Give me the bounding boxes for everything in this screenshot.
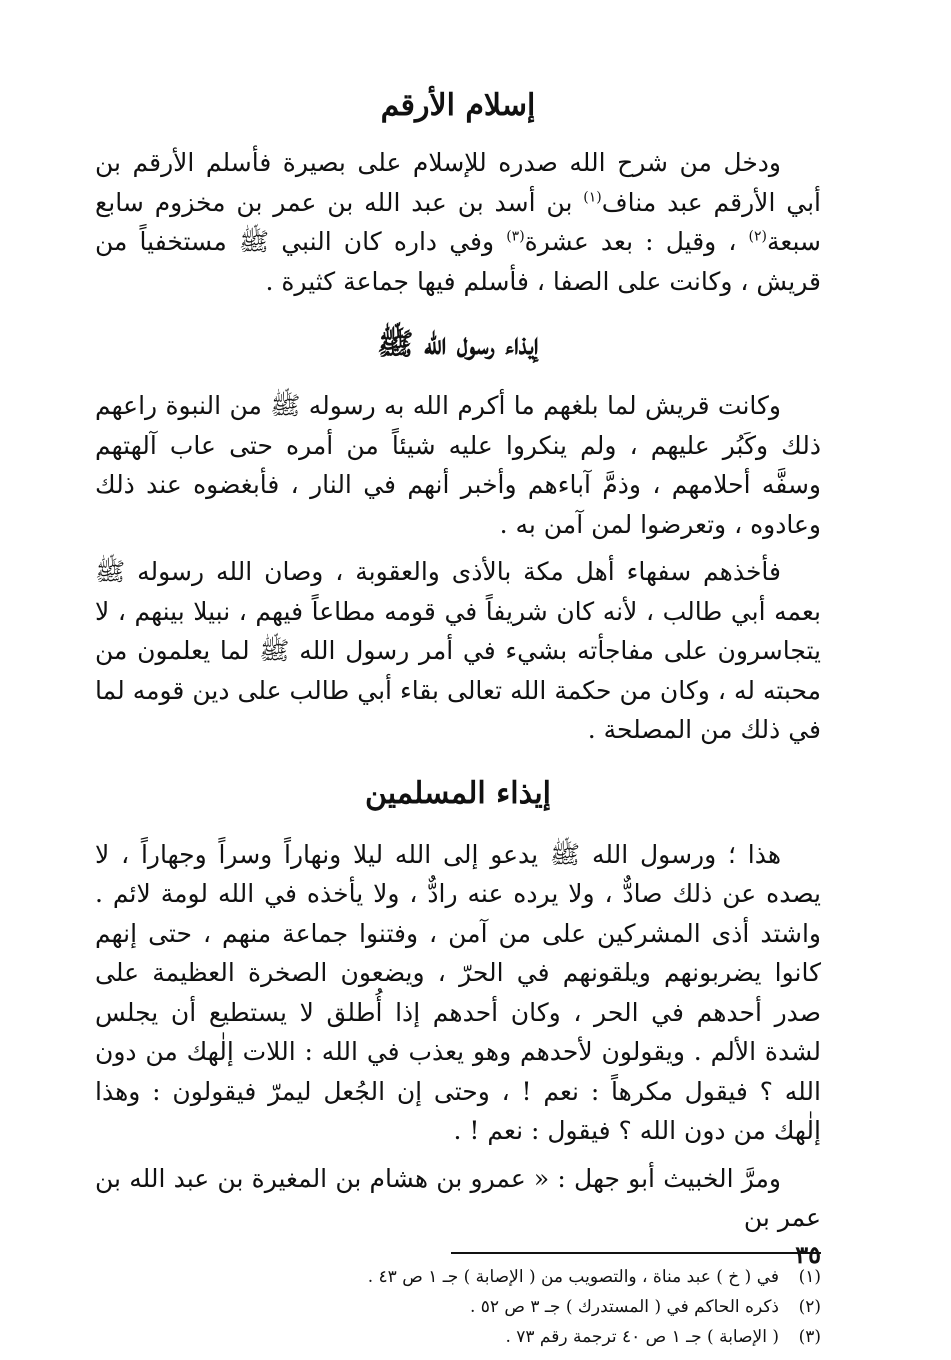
- section-heading-arqam: إسلام الأرقم: [380, 88, 536, 123]
- paragraph: فأخذهم سفهاء أهل مكة بالأذى والعقوبة ، وصان الله رسوله ﷺ بعمه أبي طالب ، لأنه كان شريفاً في قومه مطاعاً فيهم ، نبيلا بينهم ، لا يتجاسرون على مفاجأته بشيء في أمر رسول الله ﷺ لما يعلمون من محبته له ، وكان من حكمة الله تعالى بقاء أبي طالب على دين قومه لما في ذلك من المصلحة .: [95, 557, 821, 744]
- footnote-ref-2[interactable]: (٢): [748, 228, 768, 245]
- footnote-ref-1[interactable]: (١): [583, 189, 602, 206]
- footnote-text: ذكره الحاكم في ( المستدرك ) جـ ٣ ص ٥٢ .: [469, 1296, 779, 1317]
- footnote-text: في ( خ ) عبد مناة ، والتصويب من ( الإصابة ) جـ ١ ص ٤٣ .: [367, 1266, 779, 1287]
- footnote-number: (١): [798, 1266, 821, 1287]
- section-heading-persecution-prophet: إيذاء رسول الله ﷺ: [377, 327, 539, 362]
- paragraph: ومرَّ الخبيث أبو جهل : « عمرو بن هشام بن المغيرة بن عبد الله بن عمر بن: [95, 1163, 821, 1232]
- footnote-ref-3[interactable]: (٣): [506, 228, 525, 245]
- paragraph: هذا ؛ ورسول الله ﷺ يدعو إلى الله ليلا ونهاراً وسراً وجهاراً ، لا يصده عن ذلك صادٌّ ، ولا يرده عنه رادٌّ ، ولا يأخذه في الله لومة لائم . واشتد أذى المشركين على من آمن ، وفتنوا جماعة منهم ، حتى إنهم كانوا يضربونهم ويلقونهم في الحرّ ، ويضعون الصخرة العظيمة على صدر أحدهم في الحر ، وكان أحدهم إذا أُطلق لا يستطيع أن يجلس لشدة الألم . ويقولون لأحدهم وهو يعذب في الله : اللات إلٰهك من دون الله ؟ فيقول مكرهاً : نعم ! ، وحتى إن الجُعل ليمرّ فيقولون : وهذا إلٰهك من دون الله ؟ فيقول : نعم ! .: [95, 839, 821, 1145]
- paragraph-arqam: [95, 143, 821, 301]
- footnote: [95, 1292, 821, 1322]
- text-run: وفي داره كان النبي ﷺ مستخفياً من قريش ، وكانت على الصفا ، فأسلم فيها جماعة كثيرة .: [95, 227, 821, 296]
- footnote-number: (٣): [798, 1326, 821, 1347]
- footnote: [95, 1322, 821, 1352]
- footnotes: [95, 1262, 821, 1352]
- paragraph: وكانت قريش لما بلغهم ما أكرم الله به رسوله ﷺ من النبوة راعهم ذلك وكَبُر عليهم ، ولم ينكروا عليه شيئاً من أمره حتى عاب آلهتهم وسفَّه أحلامهم ، وذمَّ آباءهم وأخبر أنهم في النار ، فأبغضوه عند ذلك وعادوه ، وتعرضوا لمن آمن به .: [95, 391, 821, 539]
- footnote-number: (٢): [798, 1296, 821, 1317]
- text-run: ودخل من شرح الله صدره للإسلام على بصيرة فأسلم الأرقم بن أبي الأرقم عبد مناف: [95, 148, 821, 217]
- text-run: بن أسد بن عبد الله بن عمر بن مخزوم سابع سبعة: [95, 187, 821, 256]
- text-run: ، وقيل : بعد عشرة: [524, 227, 749, 256]
- section-heading-persecution-muslims: إيذاء المسلمين: [364, 775, 552, 811]
- page-number: ٣٥: [795, 1240, 821, 1269]
- footnote-text: ( الإصابة ) جـ ١ ص ٤٠ ترجمة رقم ٧٣ .: [505, 1326, 779, 1347]
